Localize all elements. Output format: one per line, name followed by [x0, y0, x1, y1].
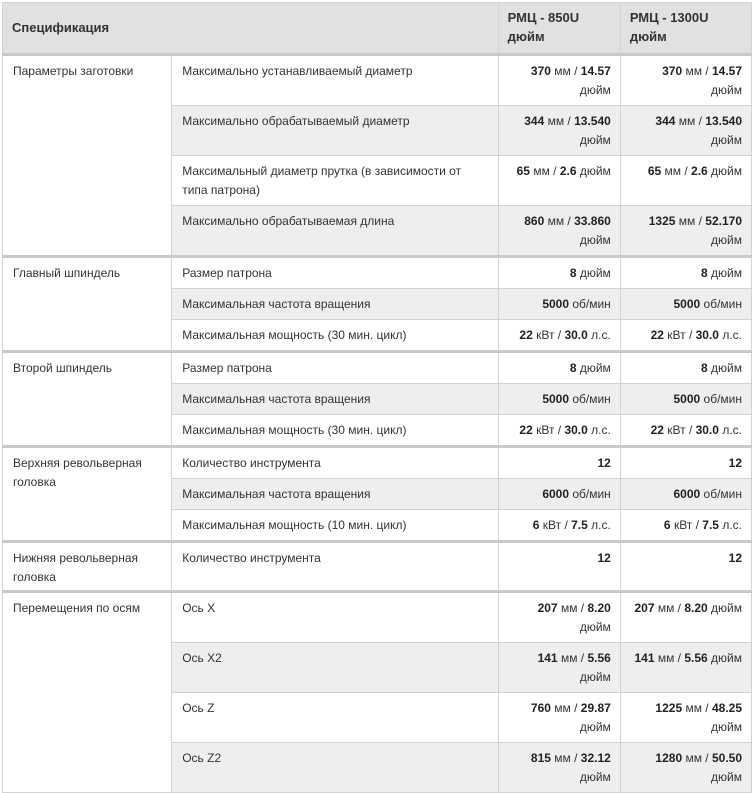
- value-model-2-metric: 5000: [673, 392, 701, 406]
- parameter-cell: Максимально обрабатываемый диаметр: [172, 106, 498, 156]
- value-model-2-imperial-unit: л.с.: [718, 518, 742, 532]
- value-model-2-metric: 22: [650, 328, 664, 342]
- header-model-1: [498, 3, 620, 55]
- value-model-2-imperial-unit: дюйм: [711, 83, 742, 97]
- value-model-2-metric: 1325: [648, 214, 676, 228]
- parameter-cell: Максимальная мощность (10 мин. цикл): [172, 510, 498, 542]
- parameter-cell: Максимальная частота вращения: [172, 289, 498, 320]
- value-model-2-metric: 12: [728, 456, 742, 470]
- parameter-cell: Ось X: [172, 592, 498, 643]
- parameter-cell: Количество инструмента: [172, 447, 498, 479]
- parameter-cell: Ось X2: [172, 643, 498, 693]
- value-model-2-metric: 344: [655, 114, 676, 128]
- value-model-2-metric-unit: кВт /: [663, 423, 696, 437]
- category-cell: Перемещения по осям: [3, 592, 172, 793]
- value-model-2-imperial-unit: л.с.: [718, 328, 742, 342]
- category-cell: Верхняя револьверная головка: [3, 447, 172, 542]
- value-model-1-metric: 8: [569, 266, 577, 280]
- value-model-2-imperial: 30.0: [695, 423, 719, 437]
- value-model-2-metric: 6: [663, 518, 671, 532]
- value-model-1-metric-unit: кВт /: [539, 518, 572, 532]
- value-model-2: [620, 257, 751, 289]
- value-model-1: [498, 320, 620, 352]
- parameter-cell: Максимально обрабатываемая длина: [172, 206, 498, 257]
- value-model-2-metric: 8: [701, 361, 708, 375]
- value-model-1-metric: 860: [524, 214, 545, 228]
- value-model-2: [620, 320, 751, 352]
- value-model-2-metric-unit: мм /: [675, 214, 706, 228]
- value-model-1-metric: 815: [530, 751, 551, 765]
- value-model-1-imperial: 8.20: [587, 601, 611, 615]
- header-model-1-name: РМЦ - 850U: [507, 10, 580, 25]
- header-model-2-name: РМЦ - 1300U: [629, 10, 709, 25]
- value-model-2-metric: 370: [662, 64, 683, 78]
- value-model-2-metric-unit: об/мин: [700, 392, 742, 406]
- value-model-2-metric: 6000: [673, 487, 701, 501]
- value-model-1-imperial: 5.56: [587, 651, 611, 665]
- header-model-2: [620, 3, 751, 55]
- value-model-1-metric-unit: дюйм: [576, 266, 611, 280]
- value-model-2-metric-unit: мм /: [682, 701, 712, 715]
- header-model-1-unit: дюйм: [507, 29, 545, 44]
- value-model-1-metric-unit: мм /: [557, 601, 588, 615]
- value-model-1-imperial-unit: дюйм: [579, 720, 611, 734]
- value-model-2: [620, 106, 751, 156]
- spec-table: [2, 2, 752, 793]
- value-model-2-metric-unit: об/мин: [700, 487, 742, 501]
- value-model-2: [620, 693, 751, 743]
- value-model-1: [498, 542, 620, 592]
- value-model-1-metric-unit: мм /: [550, 751, 581, 765]
- value-model-1-imperial-unit: дюйм: [579, 770, 611, 784]
- value-model-2: [620, 479, 751, 510]
- value-model-1-metric: 760: [530, 701, 551, 715]
- table-row: [3, 447, 752, 479]
- value-model-1-metric: 207: [537, 601, 558, 615]
- value-model-1-imperial: 14.57: [580, 64, 611, 78]
- value-model-1-metric-unit: дюйм: [576, 361, 611, 375]
- value-model-2-metric-unit: кВт /: [663, 328, 696, 342]
- value-model-1: [498, 206, 620, 257]
- value-model-1: [498, 156, 620, 206]
- value-model-1-imperial-unit: дюйм: [579, 233, 611, 247]
- value-model-2-metric: 207: [634, 601, 655, 615]
- table-row: [3, 55, 752, 106]
- value-model-1-imperial-unit: л.с.: [587, 328, 611, 342]
- value-model-1-metric-unit: кВт /: [532, 328, 565, 342]
- value-model-1-imperial: 30.0: [564, 328, 588, 342]
- table-header-row: [3, 3, 752, 55]
- value-model-1: [498, 257, 620, 289]
- value-model-2-imperial: 52.170: [705, 214, 742, 228]
- value-model-2: [620, 206, 751, 257]
- value-model-1: [498, 106, 620, 156]
- value-model-1-metric: 22: [519, 328, 533, 342]
- value-model-1-metric-unit: мм /: [544, 114, 575, 128]
- table-row: [3, 257, 752, 289]
- value-model-1-metric: 5000: [542, 392, 570, 406]
- value-model-2-imperial: 13.540: [705, 114, 742, 128]
- spec-body: [3, 55, 752, 793]
- value-model-2: [620, 384, 751, 415]
- value-model-1-imperial: 2.6: [559, 164, 577, 178]
- value-model-1-metric: 22: [519, 423, 533, 437]
- parameter-cell: Максимальная частота вращения: [172, 479, 498, 510]
- value-model-2-metric: 141: [634, 651, 655, 665]
- value-model-2: [620, 415, 751, 447]
- parameter-cell: Максимальная мощность (30 мин. цикл): [172, 320, 498, 352]
- value-model-1-metric: 370: [530, 64, 551, 78]
- value-model-2-metric: 65: [647, 164, 662, 178]
- value-model-1-imperial: 30.0: [564, 423, 588, 437]
- value-model-1-metric-unit: мм /: [557, 651, 588, 665]
- value-model-1-imperial-unit: дюйм: [579, 133, 611, 147]
- value-model-1: [498, 384, 620, 415]
- header-spec: Спецификация: [3, 3, 499, 55]
- category-cell: Второй шпиндель: [3, 352, 172, 447]
- parameter-cell: Ось Z: [172, 693, 498, 743]
- parameter-cell: Максимальная мощность (30 мин. цикл): [172, 415, 498, 447]
- value-model-2-metric-unit: дюйм: [707, 266, 742, 280]
- value-model-1: [498, 447, 620, 479]
- value-model-1: [498, 510, 620, 542]
- value-model-1-metric: 344: [524, 114, 545, 128]
- value-model-2: [620, 352, 751, 384]
- value-model-1-metric-unit: об/мин: [569, 392, 611, 406]
- parameter-cell: Количество инструмента: [172, 542, 498, 592]
- value-model-1-metric: 141: [537, 651, 558, 665]
- parameter-cell: Ось Z2: [172, 743, 498, 793]
- value-model-1-metric-unit: кВт /: [532, 423, 565, 437]
- value-model-1-metric-unit: мм /: [550, 701, 581, 715]
- value-model-1-imperial: 13.540: [574, 114, 611, 128]
- value-model-1: [498, 592, 620, 643]
- header-model-2-unit: дюйм: [629, 29, 667, 44]
- value-model-1-metric-unit: мм /: [529, 164, 560, 178]
- table-row: [3, 542, 752, 592]
- parameter-cell: Размер патрона: [172, 352, 498, 384]
- value-model-1-metric-unit: об/мин: [569, 297, 611, 311]
- value-model-1-imperial: 32.12: [580, 751, 611, 765]
- parameter-cell: Максимальная частота вращения: [172, 384, 498, 415]
- value-model-1-imperial: 29.87: [580, 701, 611, 715]
- value-model-2: [620, 55, 751, 106]
- value-model-1-imperial: 33.860: [574, 214, 611, 228]
- table-row: [3, 592, 752, 643]
- value-model-2-metric-unit: мм /: [654, 651, 685, 665]
- value-model-1: [498, 479, 620, 510]
- value-model-2-metric-unit: мм /: [661, 164, 692, 178]
- value-model-2: [620, 510, 751, 542]
- value-model-1-metric: 6000: [542, 487, 570, 501]
- value-model-2-metric-unit: мм /: [675, 114, 706, 128]
- category-cell: Главный шпиндель: [3, 257, 172, 352]
- value-model-1-imperial-unit: дюйм: [579, 670, 611, 684]
- value-model-1-metric-unit: мм /: [544, 214, 575, 228]
- value-model-2: [620, 542, 751, 592]
- parameter-cell: Размер патрона: [172, 257, 498, 289]
- value-model-2: [620, 289, 751, 320]
- value-model-1-metric: 12: [597, 551, 611, 565]
- value-model-2: [620, 743, 751, 793]
- value-model-2-imperial: 8.20: [684, 601, 708, 615]
- value-model-1: [498, 55, 620, 106]
- value-model-2-imperial-unit: дюйм: [711, 133, 742, 147]
- table-row: [3, 352, 752, 384]
- value-model-2-imperial: 50.50: [711, 751, 742, 765]
- value-model-2-metric-unit: кВт /: [670, 518, 703, 532]
- value-model-1-metric: 6: [532, 518, 540, 532]
- value-model-1-metric-unit: мм /: [550, 64, 581, 78]
- category-cell: Нижняя револьверная головка: [3, 542, 172, 592]
- value-model-2-metric-unit: об/мин: [700, 297, 742, 311]
- value-model-2-imperial-unit: дюйм: [707, 651, 742, 665]
- value-model-2-metric: 1225: [655, 701, 683, 715]
- value-model-2-imperial-unit: дюйм: [707, 601, 742, 615]
- value-model-2-imperial: 30.0: [695, 328, 719, 342]
- value-model-1: [498, 415, 620, 447]
- category-cell: Параметры заготовки: [3, 55, 172, 257]
- value-model-2-imperial-unit: л.с.: [718, 423, 742, 437]
- value-model-2-imperial: 48.25: [711, 701, 742, 715]
- value-model-1: [498, 352, 620, 384]
- value-model-1-metric: 12: [597, 456, 611, 470]
- value-model-2-imperial: 7.5: [702, 518, 719, 532]
- value-model-2-metric: 1280: [655, 751, 683, 765]
- value-model-2: [620, 447, 751, 479]
- value-model-2-metric-unit: мм /: [682, 64, 712, 78]
- value-model-2: [620, 592, 751, 643]
- value-model-2-imperial-unit: дюйм: [711, 770, 742, 784]
- value-model-2-imperial: 5.56: [684, 651, 708, 665]
- value-model-2-imperial: 14.57: [711, 64, 742, 78]
- value-model-1-imperial-unit: л.с.: [587, 423, 611, 437]
- value-model-2-metric-unit: дюйм: [707, 361, 742, 375]
- value-model-2: [620, 643, 751, 693]
- value-model-1-metric: 8: [569, 361, 577, 375]
- value-model-1: [498, 693, 620, 743]
- value-model-2-metric: 22: [650, 423, 664, 437]
- value-model-2-metric: 5000: [673, 297, 701, 311]
- value-model-2-metric: 12: [728, 551, 742, 565]
- value-model-1-metric: 65: [516, 164, 530, 178]
- parameter-cell: Максимально устанавливаемый диаметр: [172, 55, 498, 106]
- value-model-1-metric: 5000: [542, 297, 570, 311]
- value-model-1: [498, 289, 620, 320]
- value-model-1-metric-unit: об/мин: [569, 487, 611, 501]
- value-model-2-metric-unit: мм /: [682, 751, 712, 765]
- value-model-2-imperial-unit: дюйм: [707, 164, 742, 178]
- value-model-2-imperial: 2.6: [691, 164, 708, 178]
- value-model-1-imperial-unit: дюйм: [579, 83, 611, 97]
- value-model-1-imperial-unit: л.с.: [587, 518, 611, 532]
- value-model-2: [620, 156, 751, 206]
- value-model-1-imperial-unit: дюйм: [579, 620, 611, 634]
- value-model-1-imperial-unit: дюйм: [576, 164, 611, 178]
- value-model-1: [498, 643, 620, 693]
- value-model-2-metric-unit: мм /: [654, 601, 685, 615]
- value-model-2-metric: 8: [701, 266, 708, 280]
- value-model-2-imperial-unit: дюйм: [711, 720, 742, 734]
- value-model-2-imperial-unit: дюйм: [711, 233, 742, 247]
- parameter-cell: Максимальный диаметр прутка (в зависимости от типа патрона): [172, 156, 498, 206]
- value-model-1: [498, 743, 620, 793]
- value-model-1-imperial: 7.5: [571, 518, 588, 532]
